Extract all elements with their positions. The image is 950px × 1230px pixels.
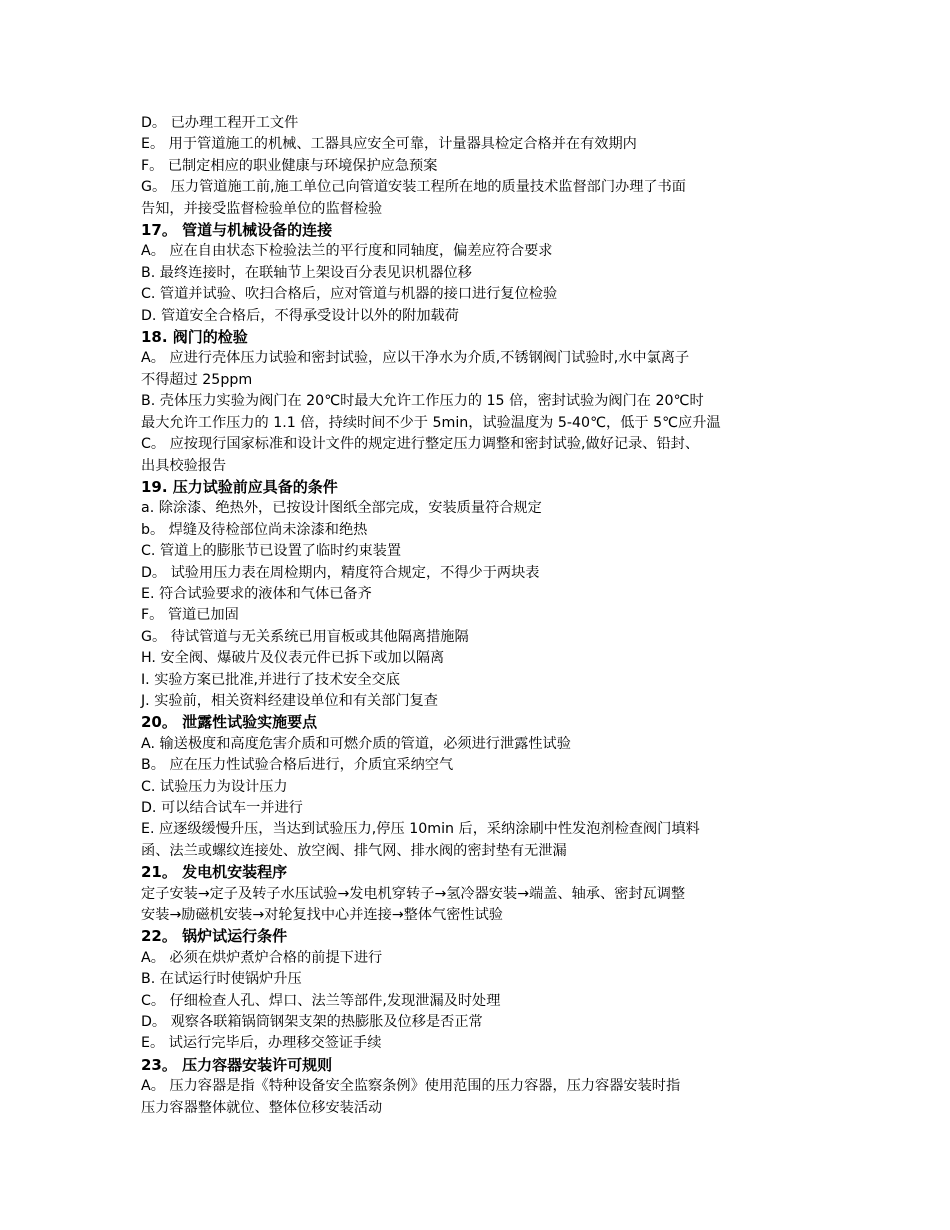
text-line: C. 管道并试验、吹扫合格后，应对管道与机器的接口进行复位检验 bbox=[141, 286, 558, 303]
text-line: B. 最终连接时，在联轴节上架设百分表见识机器位移 bbox=[141, 264, 472, 281]
section-heading: 21。 发电机安装程序 bbox=[141, 863, 288, 882]
text-line: F。 已制定相应的职业健康与环境保护应急预案 bbox=[141, 157, 438, 174]
text-line: J. 实验前，相关资料经建设单位和有关部门复查 bbox=[141, 692, 438, 709]
text-line: A. 输送极度和高度危害介质和可燃介质的管道，必须进行泄露性试验 bbox=[141, 735, 571, 752]
text-line: 定子安装→定子及转子水压试验→发电机穿转子→氢冷器安装→端盖、轴承、密封瓦调整 bbox=[141, 885, 686, 902]
text-line: E。 用于管道施工的机械、工器具应安全可靠，计量器具检定合格并在有效期内 bbox=[141, 136, 637, 153]
text-line: b。 焊缝及待检部位尚未涂漆和绝热 bbox=[141, 521, 368, 538]
section-heading: 23。 压力容器安装许可规则 bbox=[141, 1055, 333, 1074]
text-line: A。 必须在烘炉煮炉合格的前提下进行 bbox=[141, 949, 383, 966]
section-heading: 19. 压力试验前应具备的条件 bbox=[141, 477, 338, 496]
text-line: A。 压力容器是指《特种设备安全监察条例》使用范围的压力容器，压力容器安装时指 bbox=[141, 1078, 681, 1095]
text-line: A。 应在自由状态下检验法兰的平行度和同轴度，偏差应符合要求 bbox=[141, 243, 553, 260]
text-line: B. 在试运行时使锅炉升压 bbox=[141, 971, 302, 988]
text-line: C。 仔细检查人孔、焊口、法兰等部件,发现泄漏及时处理 bbox=[141, 992, 501, 1009]
text-line: 函、法兰或螺纹连接处、放空阀、排气网、排水阀的密封垫有无泄漏 bbox=[141, 842, 567, 859]
text-line: 安装→励磁机安装→对轮复找中心并连接→整体气密性试验 bbox=[141, 907, 503, 924]
text-line: C. 试验压力为设计压力 bbox=[141, 778, 288, 795]
text-line: B. 壳体压力实验为阀门在 20℃时最大允许工作压力的 15 倍，密封试验为阀门在 20℃时 bbox=[141, 393, 704, 410]
text-line: D。 已办理工程开工文件 bbox=[141, 115, 299, 131]
text-line: 压力容器整体就位、整体位移安装活动 bbox=[141, 1099, 383, 1116]
text-line: G。 待试管道与无关系统已用盲板或其他隔离措施隔 bbox=[141, 628, 469, 645]
document-page bbox=[141, 113, 821, 1119]
section-heading: 17。 管道与机械设备的连接 bbox=[141, 221, 333, 240]
text-line: E. 应逐级缓慢升压，当达到试验压力,停压 10min 后，采纳涂刷中性发泡剂检查阀门填料 bbox=[141, 821, 700, 838]
text-line: 出具校验报告 bbox=[141, 457, 227, 474]
text-line: C。 应按现行国家标准和设计文件的规定进行整定压力调整和密封试验,做好记录、铅封、 bbox=[141, 436, 700, 453]
text-line: D. 可以结合试车一并进行 bbox=[141, 800, 303, 816]
text-line: 不得超过 25ppm bbox=[141, 371, 253, 388]
text-line: E. 符合试验要求的液体和气体已备齐 bbox=[141, 585, 372, 602]
text-line: B。 应在压力性试验合格后进行，介质宜采纳空气 bbox=[141, 757, 454, 774]
text-line: a. 除涂漆、绝热外，已按设计图纸全部完成，安装质量符合规定 bbox=[141, 500, 542, 517]
text-line: H. 安全阀、爆破片及仪表元件已拆下或加以隔离 bbox=[141, 650, 445, 667]
text-line: E。 试运行完毕后，办理移交签证手续 bbox=[141, 1035, 382, 1052]
section-heading: 22。 锅炉试运行条件 bbox=[141, 927, 288, 946]
text-line: F。 管道已加固 bbox=[141, 607, 239, 624]
text-line: I. 实验方案已批准,并进行了技术安全交底 bbox=[141, 671, 400, 688]
section-heading: 20。 泄露性试验实施要点 bbox=[141, 713, 318, 732]
text-line: G。 压力管道施工前,施工单位己向管道安装工程所在地的质量技术监督部门办理了书面 bbox=[141, 179, 686, 196]
text-line: C. 管道上的膨胀节已设置了临时约束装置 bbox=[141, 543, 402, 560]
text-line: D。 观察各联箱锅筒钢架支架的热膨胀及位移是否正常 bbox=[141, 1014, 483, 1031]
text-line: D。 试验用压力表在周检期内，精度符合规定，不得少于两块表 bbox=[141, 564, 540, 581]
section-heading: 18. 阀门的检验 bbox=[141, 328, 248, 347]
text-line: 最大允许工作压力的 1.1 倍，持续时间不少于 5min，试验温度为 5-40℃，低于 5℃应升温 bbox=[141, 414, 721, 431]
text-line: 告知，并接受监督检验单位的监督检验 bbox=[141, 200, 383, 217]
text-line: A。 应进行壳体压力试验和密封试验，应以干净水为介质,不锈钢阀门试验时,水中氯离子 bbox=[141, 350, 690, 367]
text-line: D. 管道安全合格后，不得承受设计以外的附加载荷 bbox=[141, 307, 459, 324]
